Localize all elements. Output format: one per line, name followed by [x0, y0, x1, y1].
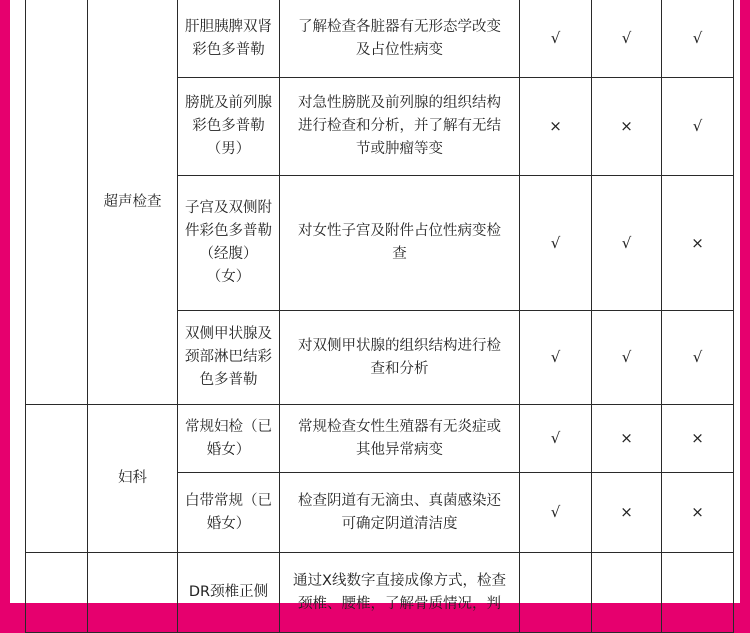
exam-name-cell: DR颈椎正侧 [178, 553, 280, 633]
exam-description-cell: 对女性子宫及附件占位性病变检 查 [280, 176, 520, 311]
mark-cell: √ [520, 0, 592, 78]
exam-description-cell: 通过X线数字直接成像方式，检查 颈椎、腰椎，了解骨质情况，判 [280, 553, 520, 633]
table-row [26, 553, 734, 633]
exam-name-cell: 肝胆胰脾双肾 彩色多普勒 [178, 0, 280, 78]
mark-cell: √ [520, 405, 592, 473]
mark-cell: × [662, 176, 734, 311]
mark-cell: √ [520, 176, 592, 311]
category-cell [88, 553, 178, 633]
category-cell: 超声检查 [88, 0, 178, 405]
exam-description-cell: 了解检查各脏器有无形态学改变 及占位性病变 [280, 0, 520, 78]
exam-description-cell: 常规检查女性生殖器有无炎症或 其他异常病变 [280, 405, 520, 473]
mark-cell: × [592, 473, 662, 553]
exam-name-cell: 双侧甲状腺及 颈部淋巴结彩 色多普勒 [178, 311, 280, 405]
mark-cell: √ [592, 176, 662, 311]
exam-description-cell: 检查阴道有无滴虫、真菌感染还 可确定阴道清洁度 [280, 473, 520, 553]
exam-description-cell: 对双侧甲状腺的组织结构进行检 查和分析 [280, 311, 520, 405]
mark-cell: × [662, 405, 734, 473]
mark-cell: √ [520, 473, 592, 553]
mark-cell: √ [592, 311, 662, 405]
exam-name-cell: 白带常规（已 婚女） [178, 473, 280, 553]
mark-cell: √ [592, 0, 662, 78]
mark-cell: × [592, 78, 662, 176]
index-cell [26, 0, 88, 405]
table-row [26, 0, 734, 78]
exam-name-cell: 常规妇检（已 婚女） [178, 405, 280, 473]
mark-cell [592, 553, 662, 633]
mark-cell: √ [662, 0, 734, 78]
document-page [10, 0, 740, 612]
mark-cell: √ [662, 78, 734, 176]
mark-cell [662, 553, 734, 633]
index-cell [26, 553, 88, 633]
mark-cell [520, 553, 592, 633]
exam-table [25, 0, 734, 633]
exam-description-cell: 对急性膀胱及前列腺的组织结构 进行检查和分析，并了解有无结 节或肿瘤等变 [280, 78, 520, 176]
mark-cell: × [592, 405, 662, 473]
category-cell: 妇科 [88, 405, 178, 553]
mark-cell: √ [662, 311, 734, 405]
index-cell [26, 405, 88, 553]
exam-name-cell: 子宫及双侧附 件彩色多普勒 （经腹） （女） [178, 176, 280, 311]
mark-cell: × [520, 78, 592, 176]
exam-name-cell: 膀胱及前列腺 彩色多普勒 （男） [178, 78, 280, 176]
table-row [26, 405, 734, 473]
mark-cell: × [662, 473, 734, 553]
mark-cell: √ [520, 311, 592, 405]
